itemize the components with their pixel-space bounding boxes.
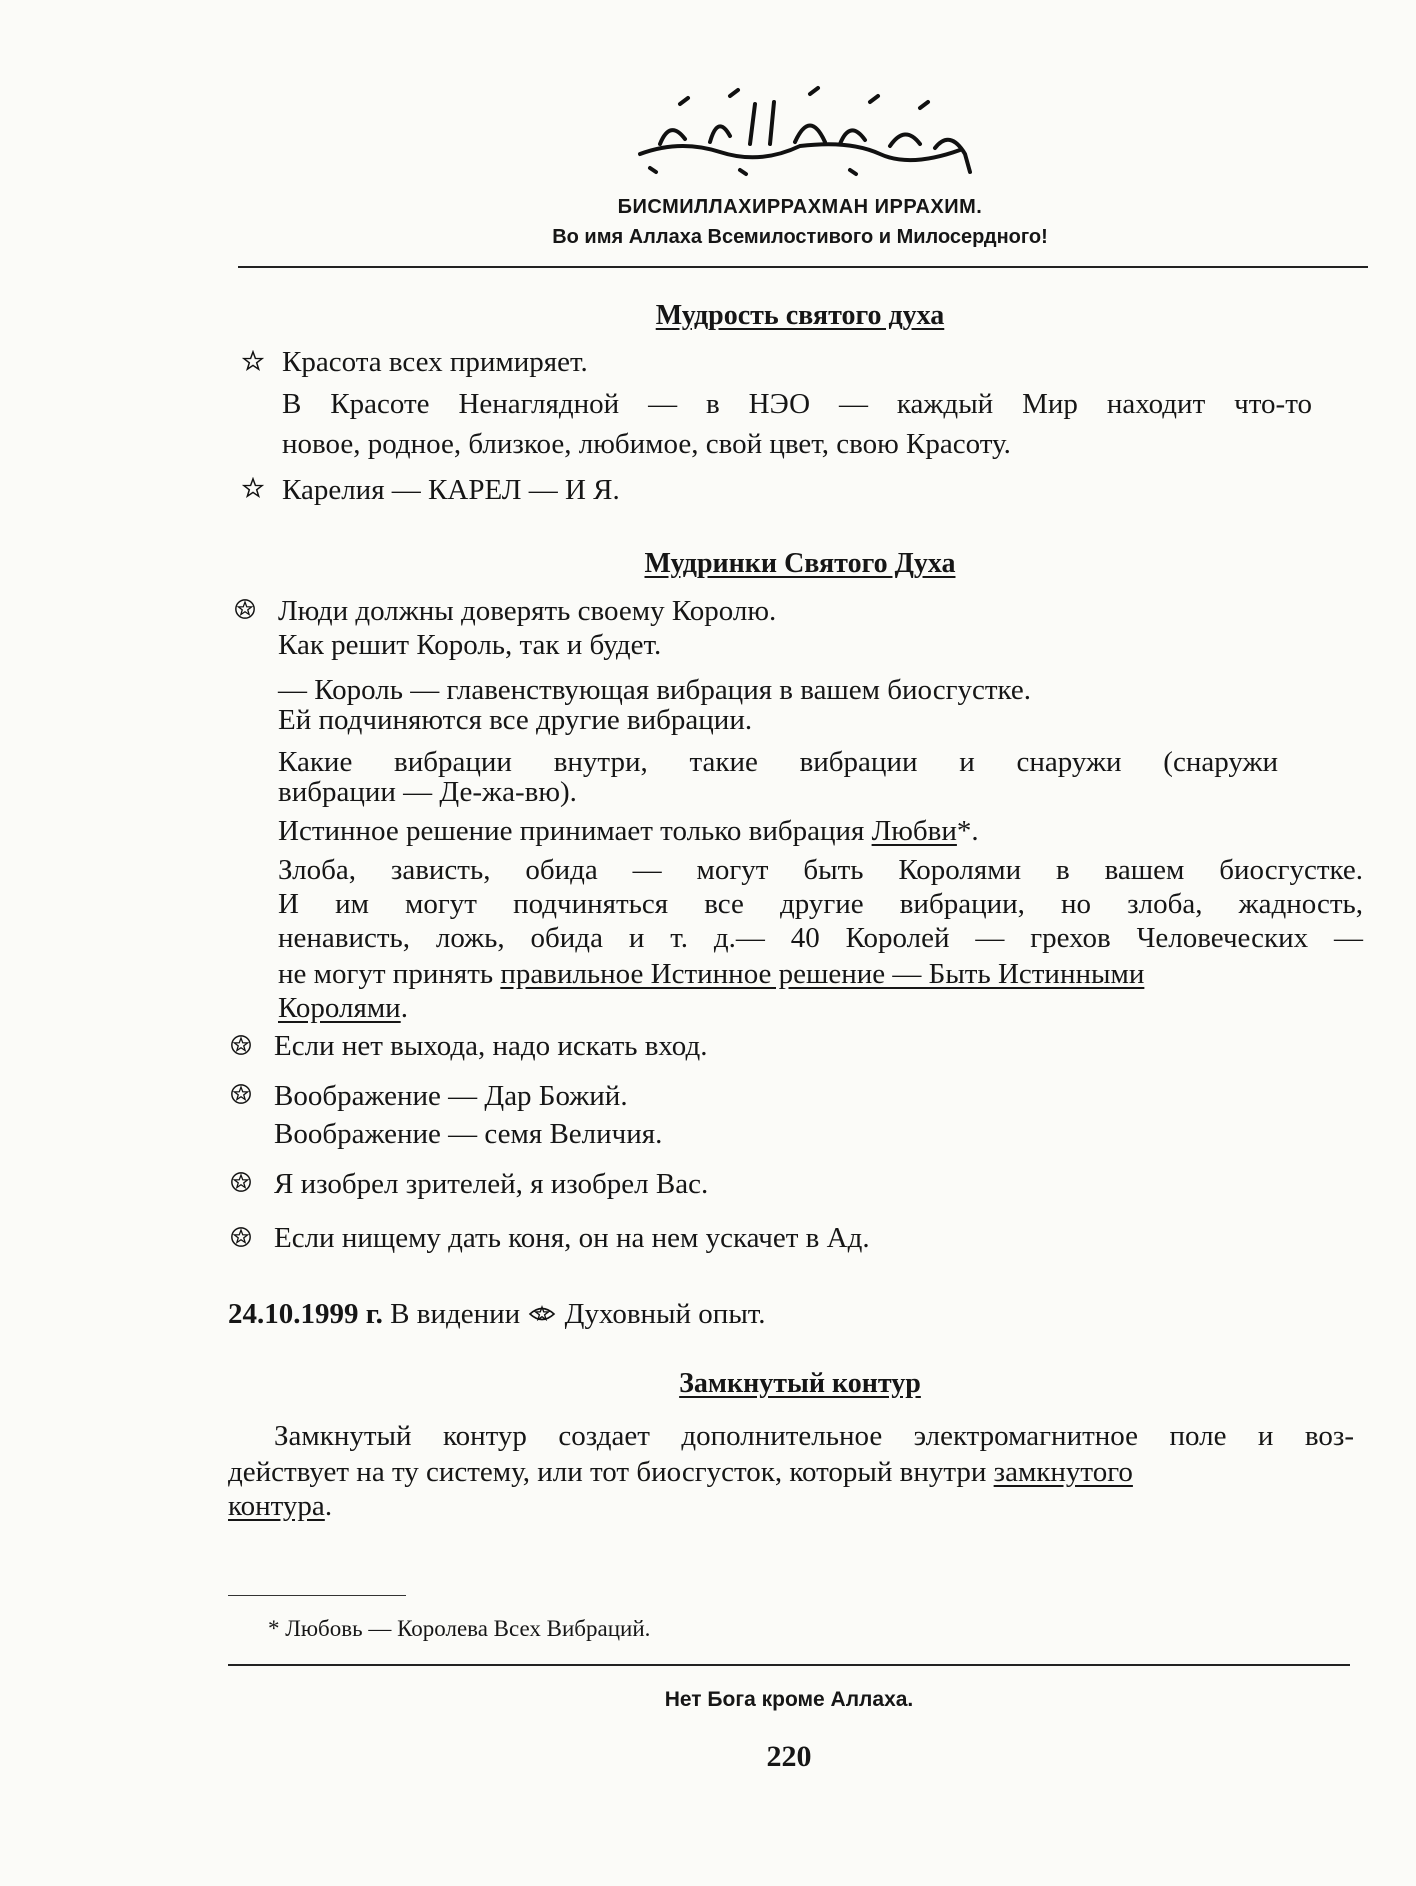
mudrinki4-line1: Я изобрел зрителей, я изобрел Вас. <box>274 1168 709 1200</box>
mudrinki1-line6: вибрации — Де-жа-вю). <box>278 776 577 808</box>
mudrinki1-line10: ненависть, ложь, обида и т. д.— 40 Королей — грехов Человеческих — <box>278 922 1363 954</box>
star-outline-icon <box>242 477 264 499</box>
star-in-circle-icon <box>230 1226 252 1248</box>
section-title-text: Мудрость святого духа <box>655 300 945 331</box>
mudrinki1-line2: Как решит Король, так и будет. <box>278 629 662 661</box>
closed-circuit-line3 <box>228 1488 332 1524</box>
mudrinki1-line8: Злоба, зависть, обида — могут быть Королями в вашем биосгустке. <box>278 854 1363 886</box>
mudrinki1-line1: Люди должны доверять своему Королю. <box>278 595 777 627</box>
footnote: * Любовь — Королева Всех Вибраций. <box>268 1616 651 1641</box>
star-outline-icon <box>242 350 264 372</box>
mudrinki3-line2: Воображение — семя Величия. <box>274 1118 663 1150</box>
entry-text-before: В видении <box>390 1298 521 1330</box>
bismillah-title: БИСМИЛЛАХИРРАХМАН ИРРАХИМ. <box>617 196 983 218</box>
closed-circuit-line1: Замкнутый контур создает дополнительное электромагнитное поле и воз- <box>274 1420 1354 1452</box>
star-in-circle-icon <box>230 1171 252 1193</box>
mudrinki1-line7 <box>278 813 979 849</box>
underlined-text: Королями <box>278 992 401 1024</box>
mudrinki1-line12 <box>278 990 408 1026</box>
text-span: . <box>400 992 408 1024</box>
entry-date: 24.10.1999 г. <box>228 1298 383 1330</box>
mudrinki1-line3: — Король — главенствующая вибрация в вашем биосгустке. <box>278 674 1032 706</box>
star-in-circle-icon <box>234 598 256 620</box>
entry-text-after: Духовный опыт. <box>564 1298 766 1330</box>
bismillah-subtitle: Во имя Аллаха Всемилостивого и Милосердного! <box>552 226 1048 248</box>
text-span: Истинное решение принимает только вибрация <box>278 815 872 847</box>
text-span: . <box>324 1490 333 1522</box>
closed-circuit-line2 <box>228 1454 1354 1490</box>
header-divider <box>238 266 1368 268</box>
section-title-wisdom <box>230 300 1370 332</box>
mudrinki1-line11 <box>278 956 1363 992</box>
arabic-calligraphy-logo <box>620 84 980 179</box>
section-title-mudrinki <box>230 548 1370 580</box>
vision-icon <box>527 1301 557 1327</box>
underlined-text: Любви <box>871 815 957 847</box>
footer-text: Нет Бога кроме Аллаха. <box>664 1688 914 1711</box>
underlined-text: замкнутого <box>993 1456 1133 1488</box>
section1-item1-line3: новое, родное, близкое, любимое, свой цвет, свою Красоту. <box>282 428 1011 460</box>
section-title-closed-circuit <box>230 1368 1370 1400</box>
section1-item1-line1: Красота всех примиряет. <box>282 346 588 378</box>
underlined-text: контура <box>228 1490 325 1522</box>
mudrinki5-line1: Если нищему дать коня, он на нем ускачет в Ад. <box>274 1222 870 1254</box>
section1-item2-line1: Карелия — КАРЕЛ — И Я. <box>282 474 620 506</box>
text-span: не могут принять <box>278 958 501 990</box>
underlined-text: правильное Истинное решение — Быть Истинными <box>500 958 1145 990</box>
text-span: действует на ту систему, или тот биосгусток, который внутри <box>228 1456 994 1488</box>
mudrinki2-line1: Если нет выхода, надо искать вход. <box>274 1030 708 1062</box>
star-in-circle-icon <box>230 1034 252 1056</box>
mudrinki1-line4: Ей подчиняются все другие вибрации. <box>278 704 753 736</box>
section-title-text: Замкнутый контур <box>679 1368 921 1399</box>
mudrinki1-line5: Какие вибрации внутри, такие вибрации и снаружи (снаружи <box>278 746 1278 778</box>
section-title-text: Мудринки Святого Духа <box>644 548 956 579</box>
footer-divider <box>228 1664 1350 1666</box>
star-in-circle-icon <box>230 1083 252 1105</box>
text-span: *. <box>956 815 979 847</box>
footnote-divider <box>228 1595 406 1596</box>
mudrinki3-line1: Воображение — Дар Божий. <box>274 1080 628 1112</box>
page-number: 220 <box>766 1740 812 1773</box>
dated-entry <box>228 1296 766 1332</box>
mudrinki1-line9: И им могут подчиняться все другие вибрации, но злоба, жадность, <box>278 888 1363 920</box>
section1-item1-line2: В Красоте Ненаглядной — в НЭО — каждый Мир находит что-то <box>282 388 1312 420</box>
